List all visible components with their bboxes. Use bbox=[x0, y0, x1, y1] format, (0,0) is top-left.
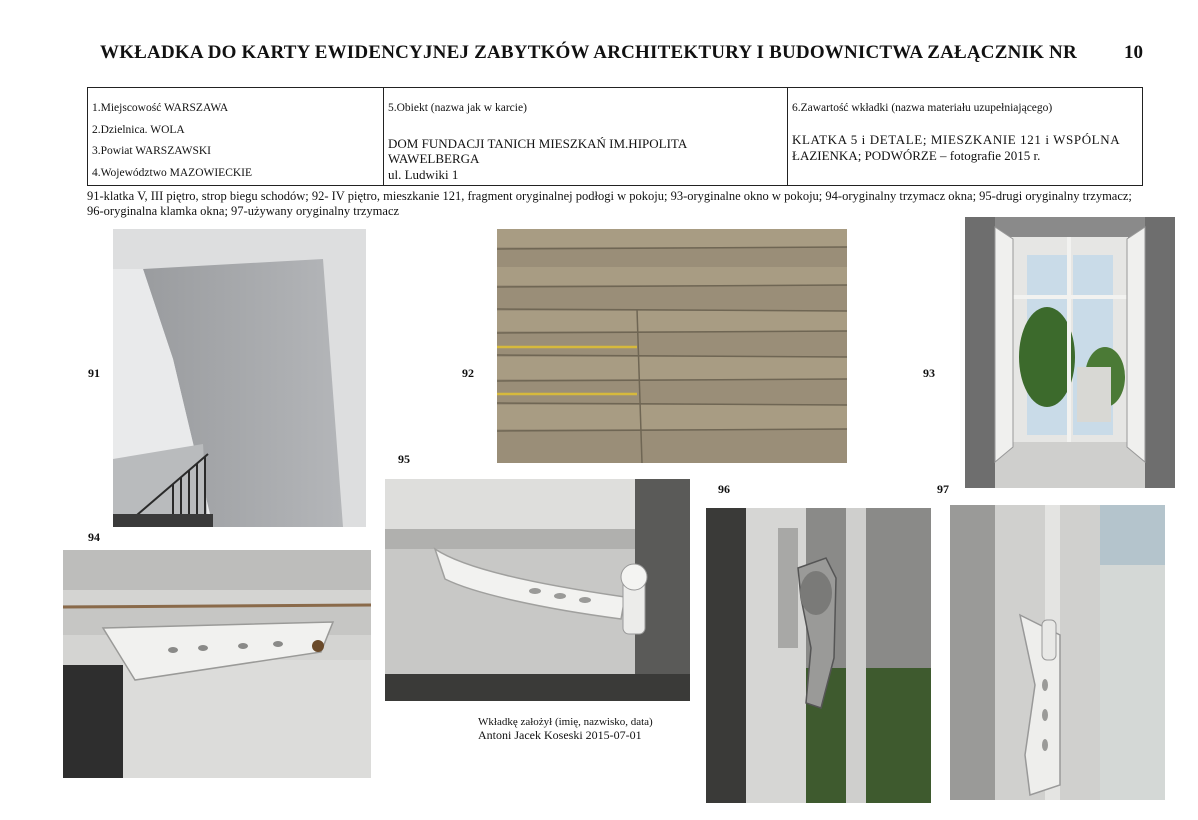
photo-97-holder bbox=[950, 505, 1165, 800]
document-title: WKŁADKA DO KARTY EWIDENCYJNEJ ZABYTKÓW ARCHITEKTURY I BUDOWNICTWA ZAŁĄCZNIK NR bbox=[100, 42, 1077, 63]
field-dzielnica: 2.Dzielnica. WOLA bbox=[92, 124, 185, 136]
footer-author: Antoni Jacek Koseski 2015-07-01 bbox=[478, 728, 642, 742]
field-miejscowosc: 1.Miejscowość WARSZAWA bbox=[92, 102, 229, 114]
field-powiat: 3.Powiat WARSZAWSKI bbox=[92, 145, 211, 157]
photo-94-holder bbox=[63, 550, 371, 778]
photo-97-label: 97 bbox=[937, 482, 949, 496]
field-wojewodztwo: 4.Województwo MAZOWIECKIE bbox=[92, 167, 253, 179]
photo-95-holder bbox=[385, 479, 690, 701]
photo-94-label: 94 bbox=[88, 530, 100, 544]
photo-93-label: 93 bbox=[923, 366, 935, 380]
photo-caption: 91-klatka V, III piętro, strop biegu schodów; 92- IV piętro, mieszkanie 121, fragment oryginalnej podłogi w pokoju; 93-oryginalne okno w pokoju; 94-oryginalny trzymacz okna; 95-drugi oryginalny trzymacz; 96-oryginalna klamka okna; 97-używany oryginalny trzymacz bbox=[87, 189, 1132, 218]
object-address: ul. Ludwiki 1 bbox=[388, 167, 459, 182]
photo-96-label: 96 bbox=[718, 482, 730, 496]
content-line1: KLATKA 5 i DETALE; MIESZKANIE 121 i WSPÓLNA bbox=[792, 132, 1121, 147]
footer-label: Wkładkę założył (imię, nazwisko, data) bbox=[478, 716, 653, 728]
photo-91-label: 91 bbox=[88, 366, 100, 380]
photo-93-window bbox=[965, 217, 1175, 488]
photo-92-floor bbox=[497, 229, 847, 463]
object-name-line1: DOM FUNDACJI TANICH MIESZKAŃ IM.HIPOLITA bbox=[388, 136, 688, 151]
object-cell bbox=[384, 88, 788, 186]
photo-95-label: 95 bbox=[398, 452, 410, 466]
photo-96-handle bbox=[706, 508, 931, 803]
content-cell bbox=[788, 88, 1143, 186]
content-line2: ŁAZIENKA; PODWÓRZE – fotografie 2015 r. bbox=[792, 148, 1041, 163]
attachment-number: 10 bbox=[1124, 42, 1143, 63]
location-cell bbox=[88, 88, 384, 186]
footer-signature bbox=[478, 716, 653, 742]
content-label: 6.Zawartość wkładki (nazwa materiału uzupełniającego) bbox=[792, 102, 1053, 114]
photo-92-label: 92 bbox=[462, 366, 474, 380]
info-table bbox=[87, 87, 1143, 186]
object-label: 5.Obiekt (nazwa jak w karcie) bbox=[388, 102, 527, 114]
photo-91-staircase bbox=[113, 229, 366, 527]
object-name-line2: WAWELBERGA bbox=[388, 151, 480, 166]
